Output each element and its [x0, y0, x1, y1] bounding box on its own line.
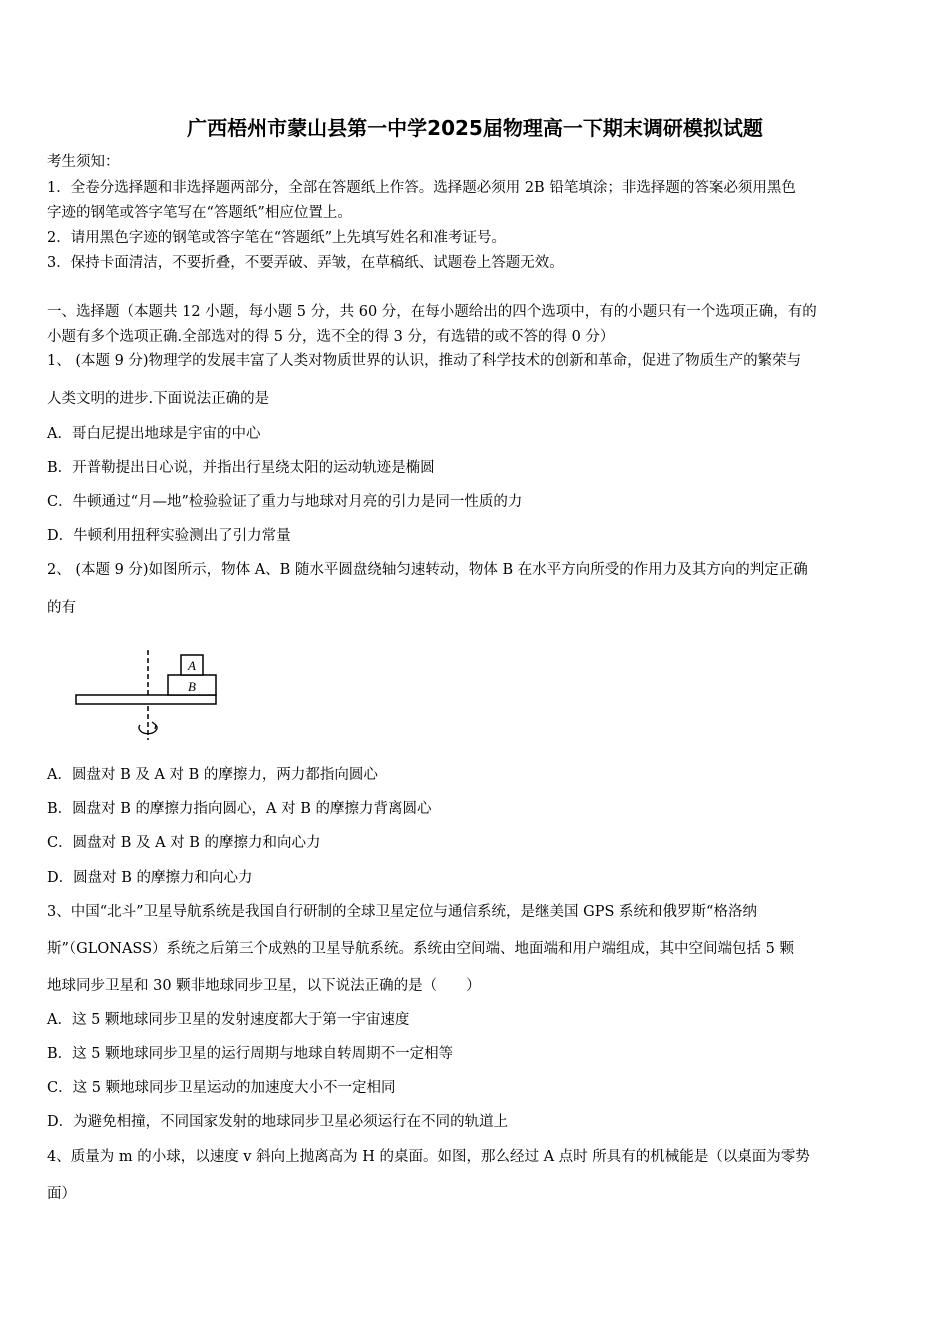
notice-line: 1．全卷分选择题和非选择题两部分，全部在答题纸上作答。选择题必须用 2B 铅笔填涂；非选择题的答案必须用黑色 — [47, 180, 796, 196]
question-3-option-b: B．这 5 颗地球同步卫星的运行周期与地球自转周期不一定相等 — [47, 1046, 454, 1062]
question-3-option-c: C．这 5 颗地球同步卫星运动的加速度大小不一定相同 — [47, 1080, 396, 1096]
page-title: 广西梧州市蒙山县第一中学2025届物理高一下期末调研模拟试题 — [187, 116, 763, 140]
section-instructions: 小题有多个选项正确.全部选对的得 5 分，选不全的得 3 分，有选错的或不答的得 0 分） — [47, 329, 615, 345]
disk — [76, 695, 216, 704]
block-b-label: B — [188, 679, 196, 694]
question-3-stem: 3、中国“北斗”卫星导航系统是我国自行研制的全球卫星定位与通信系统，是继美国 GPS 系统和俄罗斯“格洛纳 — [47, 904, 757, 920]
question-2-option-b: B．圆盘对 B 的摩擦力指向圆心，A 对 B 的摩擦力背离圆心 — [47, 801, 432, 817]
notice-header: 考生须知： — [47, 154, 120, 170]
question-3-option-d: D．为避免相撞，不同国家发射的地球同步卫星必须运行在不同的轨道上 — [47, 1114, 509, 1130]
block-a-label: A — [188, 658, 196, 673]
question-2-option-d: D．圆盘对 B 的摩擦力和向心力 — [47, 870, 253, 886]
question-4-stem: 面） — [47, 1186, 76, 1202]
question-1-stem: 人类文明的进步.下面说法正确的是 — [47, 391, 270, 407]
notice-line: 字迹的钢笔或答字笔写在“答题纸”相应位置上。 — [47, 205, 352, 221]
question-1-option-c: C．牛顿通过“月—地”检验验证了重力与地球对月亮的引力是同一性质的力 — [47, 494, 523, 510]
question-3-stem: 斯”（GLONASS）系统之后第三个成熟的卫星导航系统。系统由空间端、地面端和用户端组成，其中空间端包括 5 颗 — [47, 941, 794, 957]
section-instructions: 一、选择题（本题共 12 小题，每小题 5 分，共 60 分，在每小题给出的四个选项中，有的小题只有一个选项正确，有的 — [47, 304, 817, 320]
notice-line: 2．请用黑色字迹的钢笔或答字笔在“答题纸”上先填写姓名和准考证号。 — [47, 230, 507, 246]
notice-line: 3．保持卡面清洁，不要折叠，不要弄破、弄皱，在草稿纸、试题卷上答题无效。 — [47, 255, 564, 271]
question-2-stem: 的有 — [47, 600, 76, 616]
question-1-stem: 1、 (本题 9 分)物理学的发展丰富了人类对物质世界的认识，推动了科学技术的创新和革命，促进了物质生产的繁荣与 — [47, 353, 802, 369]
question-1-option-d: D．牛顿利用扭秤实验测出了引力常量 — [47, 528, 291, 544]
question-2-option-a: A．圆盘对 B 及 A 对 B 的摩擦力，两力都指向圆心 — [47, 767, 378, 783]
question-2-option-c: C．圆盘对 B 及 A 对 B 的摩擦力和向心力 — [47, 835, 321, 851]
question-3-option-a: A．这 5 颗地球同步卫星的发射速度都大于第一宇宙速度 — [47, 1012, 410, 1028]
rotating-disk-figure — [70, 645, 230, 745]
question-1-option-b: B．开普勒提出日心说，并指出行星绕太阳的运动轨迹是椭圆 — [47, 460, 435, 476]
rotation-arrowhead — [152, 722, 156, 729]
question-1-option-a: A．哥白尼提出地球是宇宙的中心 — [47, 426, 261, 442]
question-2-stem: 2、 (本题 9 分)如图所示，物体 A、B 随水平圆盘绕轴匀速转动，物体 B 在水平方向所受的作用力及其方向的判定正确 — [47, 562, 808, 578]
question-3-stem: 地球同步卫星和 30 颗非地球同步卫星，以下说法正确的是（ ） — [47, 978, 481, 994]
question-4-stem: 4、质量为 m 的小球，以速度 v 斜向上抛离高为 H 的桌面。如图，那么经过 A 点时 所具有的机械能是（以桌面为零势 — [47, 1149, 810, 1165]
